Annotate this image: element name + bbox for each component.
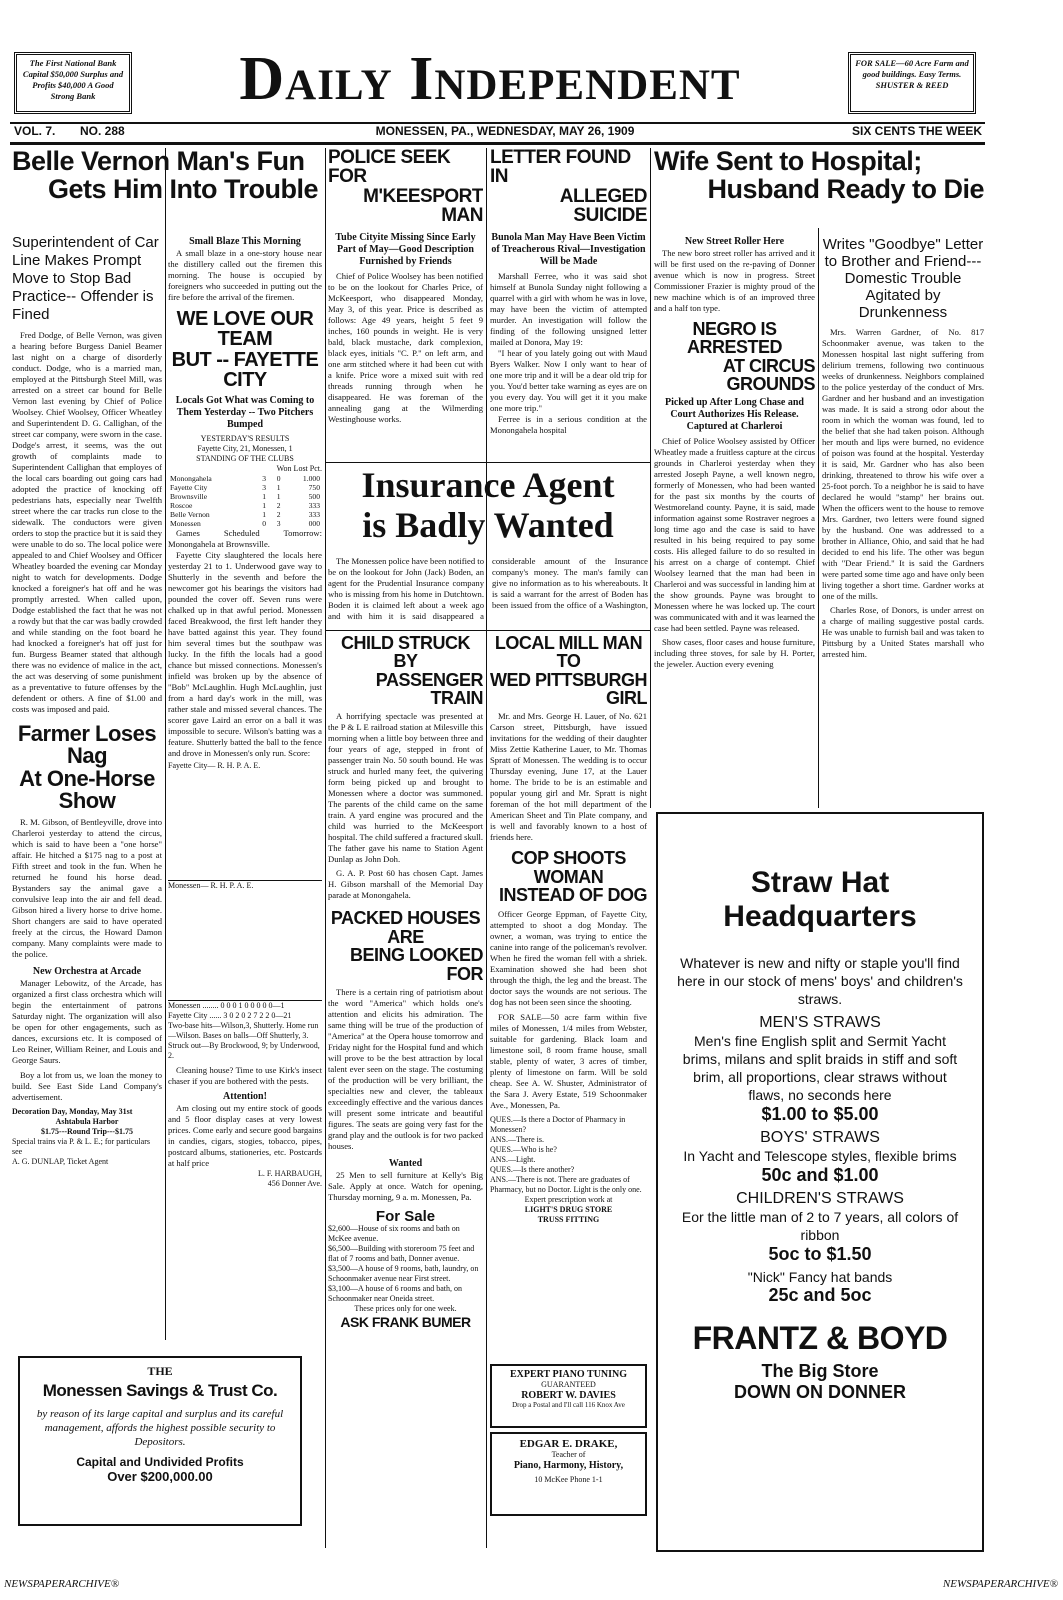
headline: PASSENGER TRAIN	[375, 669, 483, 709]
standing-row	[168, 510, 322, 519]
story-body: R. M. Gibson, of Bentleyville, drove into Charleroi yesterday to attend the circus, which is said to have been a "one horse" affair. He hitched a $175 nag to a post at Fifth street and took in the fun. When he returned he found his horse dead. Bystanders say the animal gave a convulsive leap into the air and fell dead. Gibson hired a livery horse to drive home. Short changers are said to have operated freely at the circus, the Howard Damon company. Many complaints were made to the police.	[12, 816, 162, 959]
headline: AT CIRCUS GROUNDS	[722, 355, 815, 395]
headline: NEGRO IS ARRESTED	[686, 319, 782, 358]
for-sale-head: For Sale	[375, 1207, 436, 1225]
capital: Capital and Undivided Profits	[76, 1455, 244, 1469]
story-body: Am closing out my entire stock of goods and 5 floor display cases at very lowest prices. Come early and secure good bargains in candies, cigars, stogies, tobacco, pipes, postcard albums, stationeries, etc. Postcards at half price	[168, 1102, 322, 1168]
piano-addr: Drop a Postal and I'll call 116 Knox Ave	[512, 1401, 625, 1409]
qa-line: QUES.—Who is he?	[490, 1144, 557, 1154]
harbor: Ashtabula Harbor	[55, 1116, 119, 1126]
deck: Superintendent of Car Line Makes Prompt Move to Stop Bad Practice-- Offender is Fined	[12, 234, 159, 323]
sale-item: $3,500—A house of 9 rooms, bath, laundry, on Schoonmaker avenue near First street.	[328, 1264, 479, 1284]
men-price: $1.00 to $5.00	[761, 1104, 879, 1124]
child-body: Eor the little man of 2 to 7 years, all colors of ribbon	[681, 1209, 959, 1243]
story-body: Fred Dodge, of Belle Vernon, was given a hearing before Burgess Daniel Beamer last night on a charge of disorderly conduct. Dodge, who is a married man, employed at the Pittsburgh Steel Mill, was arrested on a street car bound for Belle Vernon last evening by Chief of Police Woolsey. Chief Woolsey, Officer Wheatley and Superintendent D. G. Callighan, of the street car company, were sworn in the case. Dodge's arrest, it seems, was the out growth of complaints made to Superintendent Callighan that employes of the local cars boarding out going cars had adopted the practice of knocking off pedestrians hats, especially near Twelfth street where the car tracks run close to the sidewalk. The conductors were given orders to stop the practice but it is said they were unable to do so. The local police were appealed to and Chief Woolsey and Officer Wheatley boarded the evening car Monday night to watch for developments. Dodge knocked a foreigner's hat off and he was promptly arrested. When called upon, Dodge established the fact that he was not a rowdy but that the car was badly crowded and while standing on the foot board he had knocked a foreigner's hat off just for fun. Burgess Beamer stated that although there was no evidence of malice in the act, the act was deserving of some punishment as a preventative to future offenses by the defendent or others. A fine of $1.00 and costs was imposed and paid.	[12, 330, 162, 714]
store-name: FRANTZ & BOYD	[692, 1320, 948, 1356]
headline: M'KEESPORT MAN	[363, 185, 483, 227]
archive-mark-right: NEWSPAPERARCHIVE®	[942, 1578, 1058, 1590]
box-score	[168, 771, 322, 881]
deck: Bunola Man May Have Been Victim of Treacherous Rival—Investigation Will be Made	[491, 231, 646, 267]
qa-line: ANS.—Light.	[490, 1154, 536, 1164]
headline: Husband Ready to Die	[707, 173, 984, 204]
story-body: Chief of Police Woolsey assisted by Officer Wheatley made a fruitless capture at the circus grounds in Charleroi yesterday when they arrested Joseph Payne, a well known negro, formerly of Monessen, who had been wanted for the past six months by the courts of Westmoreland county. Payne, it is said, made information against some Rostraver negroes a long time ago and the case is said to have resulted in his being required to pay some costs. His alleged failure to do so resulted in his arrest on a charge of contempt. Chief Woolsey learned that the man had been in Charleroi and was successful in landing him at the show grounds. Payne was brought to Monessen where he was locked up. The court was communicated with and it was learned the case had been settled. Payne was released.	[654, 436, 815, 634]
standing-head: STANDING OF THE CLUBS	[196, 453, 294, 463]
qa-line: QUES.—Is there a Doctor of Pharmacy in Monessen?	[490, 1114, 626, 1134]
box-score: Fayette City— R. H. P. A. E.	[168, 760, 261, 770]
expert: Expert prescription work at	[524, 1194, 613, 1204]
story-body: There is a certain ring of patriotism about the word "America" which holds one's attention and elicits his admiration. The same thing will be true of the production of "America" at the Opera house tomorrow and Friday night for the Hospital fund and which will prove to be the best attraction by local talent ever seen on the stage. The costuming of the production will be very brilliant, the specialties new and clever, the tableaux exceedingly effective and the various dances will present some intricate and beautiful figures. The seats are going very fast for the grand play and the outlook is for two packed houses.	[328, 986, 483, 1151]
deck: Locals Got What was Coming to Them Yesterday -- Two Pitchers Bumped	[175, 394, 315, 430]
story-body: The new boro street roller has arrived and it will be first used on the re-paving of Donner avenue which is now in progress. Street Commissioner Frazier is mighty proud of the new machine which is of an improved three and a half ton type.	[654, 248, 815, 313]
ad-head: Headquarters	[723, 900, 917, 933]
ad-intro: Whatever is new and nifty or staple you'll find here in our stock of mens' boys' and children's straws.	[677, 955, 963, 1007]
standing-cell: Fayette City	[170, 482, 208, 492]
standing-row	[168, 501, 322, 510]
headline: POLICE SEEK FOR	[328, 148, 451, 188]
standing-cell: 333	[308, 500, 320, 510]
standing-cell: 1	[262, 500, 267, 510]
issue-number: NO. 288	[80, 124, 125, 138]
story-end: Ferree is in a serious condition at the Monongahela hospital	[490, 413, 647, 435]
ad-the: THE	[147, 1364, 173, 1378]
standing-cell: 3	[276, 518, 281, 528]
insurance-story	[328, 465, 648, 551]
amount: Over $200,000.00	[107, 1469, 213, 1484]
qa-line: ANS.—There is not. There are graduates of Pharmacy, but no Doctor. Light is the only one.	[490, 1174, 642, 1194]
drake-teacher: Teacher of	[551, 1450, 586, 1459]
truss: TRUSS FITTING	[537, 1214, 600, 1224]
dateline: MONESSEN, PA., WEDNESDAY, MAY 26, 1909	[375, 124, 635, 138]
classified: Boy a lot from us, we loan the money to build. See East Side Land Company's advertisement.	[12, 1069, 162, 1102]
newspaper-title: Daily Independent	[239, 45, 741, 113]
wife-story	[654, 148, 984, 228]
qa-line: QUES.—Is there another?	[490, 1164, 575, 1174]
piano-ad	[490, 1364, 647, 1428]
standing-cell: 1	[262, 491, 267, 501]
standing-row	[168, 483, 322, 492]
line-score: Monessen ........ 0 0 0 1 0 0 0 0 0—1	[168, 1000, 285, 1010]
standing-row	[168, 519, 322, 528]
fare: $1.75---Round Trip---$1.75	[41, 1126, 133, 1136]
standing-cell: 1	[276, 482, 281, 492]
archive-mark-left: NEWSPAPERARCHIVE®	[4, 1578, 120, 1590]
post: G. A. P. Post 60 has chosen Capt. James H. Gibson marshall of the Memorial Day parade at Monongahela.	[328, 868, 483, 901]
volume: VOL. 7.	[14, 124, 56, 138]
standing-cell: 500	[308, 491, 320, 501]
child-head: CHILDREN'S STRAWS	[736, 1190, 904, 1207]
belle-vernon-story	[12, 148, 322, 238]
ask-bumer: ASK FRANK BUMER	[340, 1314, 471, 1331]
result: Fayette City, 21, Monessen, 1	[197, 443, 293, 453]
farm-ear: FOR SALE—60 Acre Farm and good buildings. Easy Terms. SHUSTER & REED	[848, 52, 976, 114]
deck: Picked up After Long Chase and Court Authorizes His Release. Captured at Charleroi	[664, 397, 804, 433]
results-head: YESTERDAY'S RESULTS	[200, 433, 290, 443]
standing-cell: Belle Vernon	[170, 509, 210, 519]
standing-cols: Won Lost Pct.	[276, 463, 322, 473]
ad-head: Straw Hat	[750, 866, 890, 899]
standing-cell: 333	[308, 509, 320, 519]
standing-cell: 3	[262, 482, 267, 492]
standing-cell: Roscoe	[170, 500, 193, 510]
headline: Wife Sent to Hospital;	[654, 148, 922, 176]
boys-price: 50c and $1.00	[761, 1165, 879, 1185]
subhead: Small Blaze This Morning	[189, 236, 301, 247]
subhead: Wanted	[388, 1157, 423, 1169]
bank-ad	[18, 1356, 302, 1526]
boys-head: BOYS' STRAWS	[760, 1129, 880, 1146]
boys-body: In Yacht and Telescope styles, flexible brims	[683, 1148, 957, 1164]
men-head: MEN'S STRAWS	[759, 1014, 881, 1031]
farm-sale: FOR SALE—50 acre farm within five miles of Monessen, 1/4 miles from Webster, suitable for gardening. Black loam and limestone soil, 8 room frame house, small stable, plenty of water, 3 acres of timber, plenty of limestone on farm. Will be sold cheap. See A. W. Shuster, Administrator of the Sara J. Avery Estate, 519 Schoonmaker Ave., Monessen, Pa.	[490, 1011, 647, 1110]
drake-ad	[490, 1432, 647, 1516]
story-body: Mrs. Warren Gardner, of No. 817 Schoonmaker avenue, was taken to the Monessen hospital last night suffering from delirium tremens, following two continuous weeks of drunkenness. Neighbors complained to the police yesterday of the conduct of Mrs. Gardner and her husband and an investigation was made. It is said a strong odor about the room in which the woman was found, led to the belief that she had taken poison. Although her mouth and lips were burned, no evidence of poison was found at the hospital. Yesterday it is said, Mr. Gardner who has also been drinking, threatened to throw his wife over a 25-foot porch. To a neighbor he is said to have declared he would "stamp" her brains out. When the officers went to the house to remove Mrs. Gardner, two letters were found signed by the husband. One was addressed to a brother in Alliance, Ohio, and said that he had decided to end his life. The other was begun with "Dear Friend." It is said the Gardners were parted some time ago and have only been living together a short time. Gardner works at one of the mills.	[822, 327, 984, 601]
story-body: Marshall Ferree, who it was said shot himself at Bunola Sunday night following a quarrel with a girl with whom he was in love, may have been the victim of attempted murder. An investigation will follow the finding of the following unsigned letter mailed at Donora, May 19:	[490, 270, 647, 347]
piano-head: EXPERT PIANO TUNING	[509, 1369, 628, 1380]
price: SIX CENTS THE WEEK	[851, 124, 982, 138]
standing-cell: 1.000	[302, 473, 320, 483]
box-score: Monessen— R. H. P. A. E.	[168, 880, 254, 890]
headline: COP SHOOTS WOMAN	[511, 848, 626, 887]
deck: Tube Cityite Missing Since Early Part of May—Good Description Furnished by Friends	[335, 231, 476, 267]
men-body: Men's fine English split and Sermit Yacht brims, milans and split braids in stiff and soft brim, all proportions, clear straws without flaws, no seconds here	[682, 1033, 958, 1103]
standing-row	[168, 474, 322, 483]
rose-story: Charles Rose, of Donors, is under arrest on a charge of mailing suggestive postal cards. He was unable to furnish bail and was taken to Pittsburg by a United States marshall who arrested him.	[822, 605, 984, 659]
standing-cell: 750	[308, 482, 320, 492]
trains: Special trains via P. & L. E.; for particulars see	[12, 1136, 150, 1156]
headline: WE LOVE OUR TEAM	[176, 308, 314, 351]
nick: "Nick" Fancy hat bands	[747, 1269, 893, 1285]
drake-addr: 10 McKee Phone 1-1	[534, 1475, 603, 1484]
agent: A. G. DUNLAP, Ticket Agent	[12, 1156, 109, 1166]
donner: DOWN ON DONNER	[734, 1382, 906, 1402]
headline: Farmer Loses Nag	[17, 721, 157, 769]
bank-ear: The First National Bank Capital $50,000 Surplus and Profits $40,000 A Good Strong Bank	[14, 52, 132, 114]
standing-cell: 2	[276, 500, 281, 510]
story-body: A small blaze in a one-story house near the distillery called out the firemen this morning. The house is occupied by foreigners who succeeded in putting out the fire before the arrival of the firemen.	[168, 248, 322, 302]
headline: Insurance Agent	[361, 465, 615, 505]
standing-cell: 1	[276, 491, 281, 501]
prices-note: These prices only for one week.	[354, 1304, 457, 1314]
sale-item: $2,600—House of six rooms and bath on McKee avenue.	[328, 1224, 460, 1244]
straw-hat-ad	[656, 812, 984, 1552]
headline: CHILD STRUCK BY	[341, 634, 470, 672]
headline: is Badly Wanted	[362, 505, 614, 545]
subhead: New Orchestra at Arcade	[32, 965, 142, 977]
drake-name: EDGAR E. DRAKE,	[519, 1438, 618, 1450]
signature: L. F. HARBAUGH,	[257, 1168, 322, 1178]
headline: WED PITTSBURGH GIRL	[490, 669, 647, 709]
story-body: Mr. and Mrs. George H. Lauer, of No. 621 Carson street, Pittsburgh, have issued invitations for the wedding of their daughter Miss Zettie Katherine Lauer, to Mr. Thomas Spratt of Monessen. The wedding is to occur Thursday evening, June 17, at the Lauer home. The bride to be is an estimable and popular young girl and Mr. Spratt is night foreman of the hot mill department of the American Sheet and Tin Plate company, and is well and favorably known to a host of friends here.	[490, 711, 647, 843]
standings-table	[168, 474, 322, 528]
headline: Belle Vernon Man's Fun	[12, 148, 305, 176]
sale-item: $3,100—A house of 6 rooms and bath, on Schoonmaker near Oneida street.	[328, 1284, 462, 1304]
story-body: Chief of Police Woolsey has been notified to be on the lookout for Charles Price, of McKeesport, who disappeared Monday, May 3, of this year. Price is described as follows: Age 49 years, height 5 feet 9 inches, 160 pounds in weight. He is very bald, black mustache, dark complexion, black eyes, initials "C. P." on left arm, and one arm stitched where it had been cut with a knife. Price wore a mixed suit with red threads running through when he disappeared. He was foreman of the annealing gang at the Wilmerding Westinghouse works.	[328, 270, 483, 424]
story-body: Fayette City slaughtered the locals here yesterday 21 to 1. Underwood gave way to Shutterly in the seventh and before the newcomer got his bearings the visitors had pounded the cover off. Seven runs were chalked up in that awful period. Monessen faced Breakwood, the first left hander they have batted against this year. They found him several times but the southpaw was lucky. In the fifth the locals had a good chance but missed connections. Monessen's infield was broken up by the absence of "Bob" McLaughlin. Hugh McLaughlin, just from a hard day's work in the mill, was rather stale and missed several chances. The scorer gave Laird an error on a ball it was impossible to secure. Wilson's batting was a feature. Shutterly batted the ball to the fence and drove in Monessen's only run. Score:	[168, 549, 322, 758]
standing-cell: 0	[262, 518, 267, 528]
headline: BEING LOOKED FOR	[349, 945, 483, 984]
classified: Show cases, floor cases and house furniture, including three stoves, for sale by H. Porter, the jeweler. Auction every evening	[654, 637, 815, 670]
sale-item: $6,500—Building with storeroom 75 feet and flat of 7 rooms and bath, Donner avenue.	[328, 1244, 475, 1264]
bank-name: Monessen Savings & Trust Co.	[42, 1381, 278, 1400]
story-body: Manager Lebowitz, of the Arcade, has organized a first class orchestra which will begin the entertainment of patrons Saturday night. The organization will also be open for other engagements, such as dances, excursions etc. It is composed of Leo Reiner, William Reiner, and Louis and George Saurs.	[12, 977, 162, 1065]
headline: At One-Horse Show	[19, 765, 155, 814]
line-score: Fayette City ...... 3 0 2 0 2 7 2 2 0—21	[168, 1010, 292, 1020]
decoration-day: Decoration Day, Monday, May 31st	[12, 1106, 133, 1116]
nick-price: 25c and 5oc	[768, 1285, 872, 1305]
story-body: A horrifying spectacle was presented at the P & L E railroad station at Milesville this morning when a little boy between three and four years of age, stepped in front of passenger train No. 50 south bound. He was struck and hurled many feet, the quivering form being picked up and brought to Monessen where a doctor was summoned. The parents of the child came on the same train. A yard engine was procured and the child was hurried to the McKeesport hospital. The child suffered a fractured skull. The father gave his name to Station Agent Dunlap as John Doh.	[328, 711, 483, 865]
headline: Gets Him Into Trouble	[47, 173, 318, 204]
headline: INSTEAD OF DOG	[498, 885, 647, 906]
standing-cell: Brownsville	[170, 491, 208, 501]
headline: BUT -- FAYETTE CITY	[171, 348, 319, 392]
standing-cell: Monongahela	[170, 473, 212, 483]
deck: Writes "Goodbye" Letter to Brother and Friend--- Domestic Trouble Agitated by Drunkenness	[822, 236, 984, 321]
box-score	[168, 891, 322, 1001]
drake-subjects: Piano, Harmony, History,	[513, 1460, 624, 1471]
summary: Two-base hits—Wilson,3, Shutterly. Home run—Wilson. Bases on balls—Off Shutterly, 3. Struck out—By Brockwood, 9; by Underwood, 2.	[168, 1020, 320, 1060]
story-body: The Monessen police have been notified to be on the lookout for John (Jack) Boden, an agent for the Prudential Insurance company who is missing from his home in Dutchtown. Boden it is claimed left about a week ago and with him it is said disappeared a considerable amount of the Insurance company's money. The man's family can give no information as to his whereabouts. It is said a warrant for the arrest of Boden has been issued from the office of a Washington,	[328, 556, 648, 621]
standing-row	[168, 492, 322, 501]
child-price: 5oc to $1.50	[768, 1244, 872, 1264]
standing-cell: 1	[262, 509, 267, 519]
qa-line: ANS.—There is.	[490, 1134, 544, 1144]
headline: ALLEGED SUICIDE	[559, 185, 647, 227]
drug-store: LIGHT'S DRUG STORE	[524, 1204, 613, 1214]
story-body: Officer George Eppman, of Fayette City, attempted to shoot a dog Monday. The owner, a woman, was trying to entice the canine into range of the policeman's revolver. When he fired the woman fell with a shriek. Examination showed she had been shot through the thigh, the leg and the breast. The doctor says the wounds are not serious. The dog has not been seen since the shooting.	[490, 908, 647, 1007]
headline: LETTER FOUND IN	[490, 148, 631, 188]
piano-guar: GUARANTEED	[541, 1380, 596, 1389]
headline: LOCAL MILL MAN TO	[494, 634, 643, 672]
big-store: The Big Store	[761, 1361, 879, 1381]
cleaning: Cleaning house? Time to use Kirk's insect chaser if you are bothered with the pests.	[168, 1064, 322, 1086]
subhead: Attention!	[223, 1090, 267, 1102]
subhead: New Street Roller Here	[684, 236, 785, 247]
story-body: 25 Men to sell furniture at Kelly's Big Sale. Apply at once. Watch for opening, Thursday morning, 9 a. m. Monessen, Pa.	[328, 1169, 483, 1202]
schedule: Games Scheduled Tomorrow: Monongahela at Brownsville.	[168, 527, 322, 549]
standing-cell: Monessen	[170, 518, 201, 528]
bank-body: by reason of its large capital and surplus and its careful management, affords the highest possible security to Depositors.	[36, 1408, 284, 1448]
standing-cell: 000	[308, 518, 320, 528]
standing-cell: 0	[276, 473, 281, 483]
headline: PACKED HOUSES ARE	[330, 908, 481, 947]
address: 456 Donner Ave.	[267, 1178, 322, 1188]
quote: "I hear of you lately going out with Maud Byers Walker. Now I only want to hear of one more trip and it will be a dear old trip for you. You'd better take warning as eyes are on you every day. You will get it it you make one more trip."	[490, 347, 647, 413]
piano-name: ROBERT W. DAVIES	[521, 1390, 616, 1401]
standing-cell: 3	[262, 473, 267, 483]
standing-cell: 2	[276, 509, 281, 519]
